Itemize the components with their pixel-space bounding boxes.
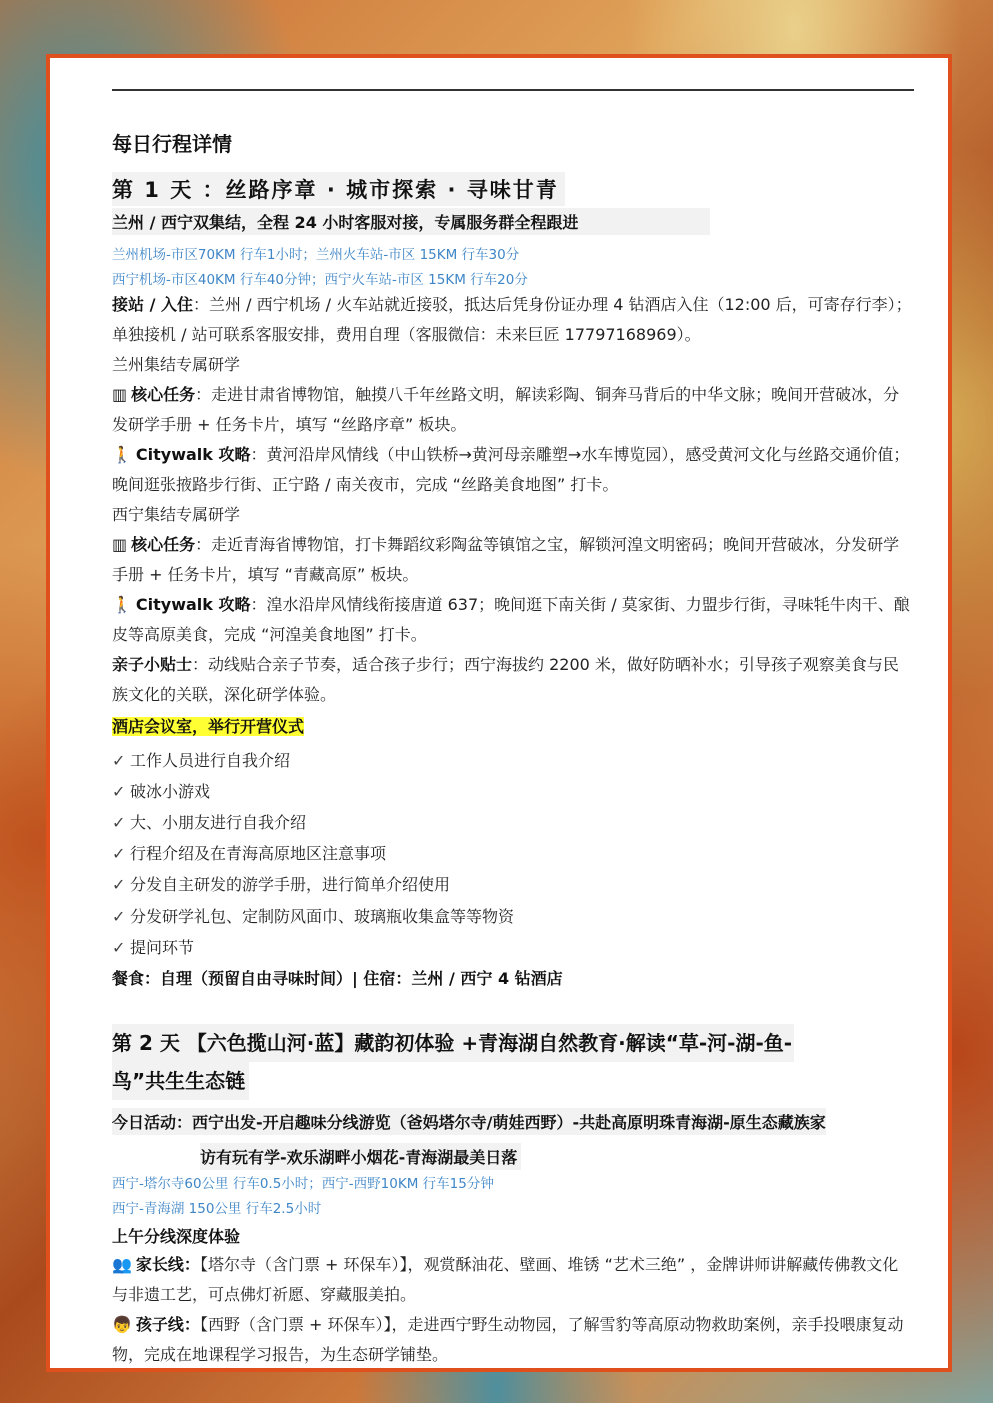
day1-meals: 餐食：自理（预留自由寻味时间）| 住宿：兰州 / 西宁 4 钻酒店 bbox=[112, 969, 563, 988]
day1-pickup bbox=[112, 290, 912, 350]
check-icon: ✓ bbox=[112, 782, 126, 801]
checklist-item bbox=[112, 872, 912, 895]
walker-icon: 🚶 bbox=[112, 445, 132, 464]
checklist-item bbox=[112, 810, 912, 833]
activity-line2: 访有玩有学-欢乐湖畔小烟花-青海湖最美日落 bbox=[200, 1143, 521, 1170]
book-icon: ▥ bbox=[112, 385, 128, 404]
xn-task-label: 核心任务 bbox=[131, 535, 196, 554]
morning-heading: 上午分线深度体验 bbox=[112, 1227, 241, 1246]
checklist-text: 提问环节 bbox=[130, 938, 195, 957]
day2-activity bbox=[112, 1108, 912, 1170]
lz-walk-label: Citywalk 攻略 bbox=[135, 445, 251, 464]
checklist-text: 工作人员进行自我介绍 bbox=[130, 751, 291, 770]
checklist-text: 分发研学礼包、定制防风面巾、玻璃瓶收集盒等等物资 bbox=[130, 907, 515, 926]
day2-route-2: 西宁-青海湖 150公里 行车2.5小时 bbox=[112, 1201, 322, 1217]
lz-task-label: 核心任务 bbox=[131, 385, 196, 404]
checklist-item bbox=[112, 748, 912, 771]
checklist-item bbox=[112, 935, 912, 958]
lz-walk-text: ：黄河沿岸风情线（中山铁桥→黄河母亲雕塑→水车博览园），感受黄河文化与丝路交通价值；晚间逛张掖路步行街、正宁路 / 南关夜市，完成 “丝路美食地图” 打卡。 bbox=[112, 445, 910, 494]
kid-text: 【西野（含门票 + 环保车）】，走进西宁野生动物园，了解雪豹等高原动物救助案例，亲手投喂康复动物，完成在地课程学习报告，为生态研学铺垫。 bbox=[112, 1315, 904, 1364]
day2-route-1: 西宁-塔尔寺60公里 行车0.5小时；西宁-西野10KM 行车15分钟 bbox=[112, 1176, 494, 1192]
check-icon: ✓ bbox=[112, 907, 126, 926]
tip-label: 亲子小贴士 bbox=[112, 655, 193, 674]
parent-line bbox=[112, 1250, 912, 1310]
checklist-text: 破冰小游戏 bbox=[130, 782, 211, 801]
day2-title-line2: 鸟”共生生态链 bbox=[112, 1062, 249, 1100]
day1-title-wrap bbox=[112, 172, 912, 206]
pickup-text: ：兰州 / 西宁机场 / 火车站就近接驳，抵达后凭身份证办理 4 钻酒店入住（12:00 后，可寄存行李）；单独接机 / 站可联系客服安排，费用自理（客服微信：未来巨匠 17797168969）。 bbox=[112, 295, 912, 344]
page-frame bbox=[46, 54, 952, 1372]
meeting-wrap bbox=[112, 714, 912, 737]
check-icon: ✓ bbox=[112, 813, 126, 832]
parents-icon: 👥 bbox=[112, 1255, 132, 1274]
day1-subtitle-wrap bbox=[112, 208, 912, 235]
xn-walk bbox=[112, 590, 912, 650]
parent-text: 【塔尔寺（含门票 + 环保车）】，观赏酥油花、壁画、堆锈 “艺术三绝” ，金牌讲师讲解藏传佛教文化与非遗工艺，可点佛灯祈愿、穿藏服美拍。 bbox=[112, 1255, 899, 1304]
xn-walk-text: ：湟水沿岸风情线衔接唐道 637；晚间逛下南关街 / 莫家街、力盟步行街，寻味牦牛肉干、酿皮等高原美食，完成 “河湟美食地图” 打卡。 bbox=[112, 595, 910, 644]
day1-title: 第 1 天 ：丝路序章 · 城市探索 · 寻味甘青 bbox=[112, 172, 565, 206]
check-icon: ✓ bbox=[112, 875, 126, 894]
tip-text: ：动线贴合亲子节奏，适合孩子步行；西宁海拔约 2200 米，做好防晒补水；引导孩子观察美食与民族文化的关联，深化研学体验。 bbox=[112, 655, 899, 704]
lz-walk bbox=[112, 440, 912, 500]
day1-route-2: 西宁机场-市区40KM 行车40分钟；西宁火车站-市区 15KM 行车20分 bbox=[112, 272, 528, 288]
day1-subtitle: 兰州 / 西宁双集结，全程 24 小时客服对接，专属服务群全程跟进 bbox=[112, 208, 710, 235]
checklist-item bbox=[112, 779, 912, 802]
xn-task-text: ：走近青海省博物馆，打卡舞蹈纹彩陶盆等镇馆之宝，解锁河湟文明密码；晚间开营破冰，分发研学手册 + 任务卡片，填写 “青藏高原” 板块。 bbox=[112, 535, 900, 584]
checklist-text: 分发自主研发的游学手册，进行简单介绍使用 bbox=[130, 875, 451, 894]
lz-task-text: ：走进甘肃省博物馆，触摸八千年丝路文明，解读彩陶、铜奔马背后的中华文脉；晚间开营破冰，分发研学手册 + 任务卡片，填写 “丝路序章” 板块。 bbox=[112, 385, 900, 434]
xn-heading: 西宁集结专属研学 bbox=[112, 505, 241, 524]
day1-route-1: 兰州机场-市区70KM 行车1小时；兰州火车站-市区 15KM 行车30分 bbox=[112, 247, 520, 263]
lz-task bbox=[112, 380, 912, 440]
lz-heading: 兰州集结专属研学 bbox=[112, 355, 241, 374]
xn-task bbox=[112, 530, 912, 590]
day2-title-wrap bbox=[112, 1024, 912, 1100]
check-icon: ✓ bbox=[112, 844, 126, 863]
walker-icon: 🚶 bbox=[112, 595, 132, 614]
checklist-item bbox=[112, 904, 912, 927]
checklist-text: 大、小朋友进行自我介绍 bbox=[130, 813, 307, 832]
book-icon: ▥ bbox=[112, 535, 128, 554]
meeting-highlight: 酒店会议室，举行开营仪式 bbox=[112, 717, 305, 736]
activity-line1: 今日活动：西宁出发-开启趣味分线游览（爸妈塔尔寺/萌娃西野）-共赴高原明珠青海湖-原生态藏族家 bbox=[112, 1108, 826, 1135]
pickup-label: 接站 / 入住 bbox=[112, 295, 193, 314]
xn-walk-label: Citywalk 攻略 bbox=[135, 595, 251, 614]
kid-label: 孩子线： bbox=[135, 1315, 200, 1334]
checklist-item bbox=[112, 841, 912, 864]
check-icon: ✓ bbox=[112, 751, 126, 770]
kid-line bbox=[112, 1310, 912, 1370]
check-icon: ✓ bbox=[112, 938, 126, 957]
section-title: 每日行程详情 bbox=[112, 132, 232, 156]
parent-tip bbox=[112, 650, 912, 710]
divider bbox=[112, 89, 914, 91]
day2-title-line1: 第 2 天 【六色揽山河·蓝】藏韵初体验 +青海湖自然教育·解读“草-河-湖-鱼- bbox=[112, 1024, 794, 1062]
parent-label: 家长线： bbox=[135, 1255, 200, 1274]
child-icon: 👦 bbox=[112, 1315, 132, 1334]
checklist-text: 行程介绍及在青海高原地区注意事项 bbox=[130, 844, 387, 863]
